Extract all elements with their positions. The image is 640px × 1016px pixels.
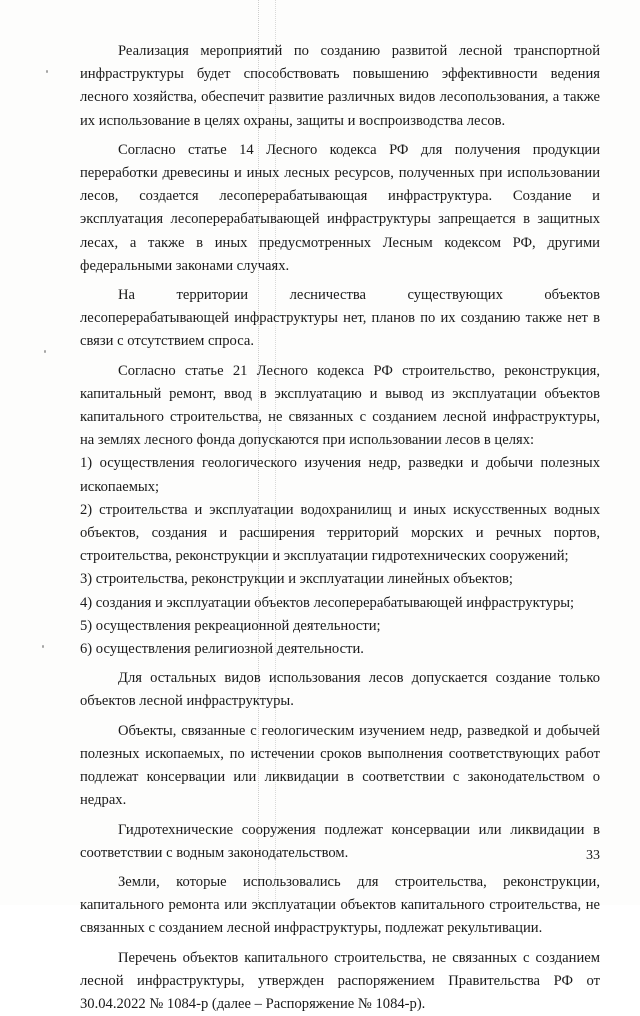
- paragraph-no-facilities: На территории лесничества существующих объектов лесоперерабатывающей инфраструктуры нет, планов по их созданию также нет в связи с отсутствием спроса.: [80, 287, 600, 350]
- list-item-2: 2) строительства и эксплуатации водохранилищ и иных искусственных водных объектов, создания и расширения территорий морских и речных портов, строительства, реконструкции и эксплуатации гидротехнических сооружений;: [80, 501, 600, 565]
- list-item-1: 1) осуществления геологического изучения недр, разведки и добычи полезных ископаемых;: [80, 455, 600, 495]
- page-number: 33: [586, 848, 600, 863]
- scan-speck: [46, 70, 48, 73]
- list-item-5: 5) осуществления рекреационной деятельности;: [80, 617, 381, 634]
- scan-speck: [44, 350, 46, 353]
- paragraph-other-uses: Для остальных видов использования лесов допускается создание только объектов лесной инфраструктуры.: [80, 670, 600, 710]
- paragraph-article-21: Согласно статье 21 Лесного кодекса РФ строительство, реконструкция, капитальный ремонт, ввод в эксплуатацию и вывод из эксплуатации объектов капитального строительства, не связанных с созданием лесной инфраструктуры, на землях лесного фонда допускаются при использовании лесов в целях:: [80, 362, 600, 449]
- paragraph-geological-objects: Объекты, связанные с геологическим изучением недр, разведкой и добычей полезных ископаемых, по истечении сроков выполнения соответствующих работ подлежат консервации или ликвидации в соответствии с законодательством о недрах.: [80, 722, 600, 809]
- list-item-6: 6) осуществления религиозной деятельности.: [80, 641, 364, 658]
- scan-speck: [42, 645, 44, 648]
- paragraph-article-14: Согласно статье 14 Лесного кодекса РФ для получения продукции переработки древесины и иных лесных ресурсов, полученных при использовании лесов, создается лесоперерабатывающая инфраструктура. Создание и эксплуатация лесоперерабатывающей инфраструктуры запрещается в защитных лесах, а также в иных предусмотренных Лесным кодексом РФ, другими федеральными законами случаях.: [80, 141, 600, 274]
- paragraph-transport-infrastructure: Реализация мероприятий по созданию развитой лесной транспортной инфраструктуры будет способствовать повышению эффективности ведения лесного хозяйства, обеспечит развитие различных видов лесопользования, а также их использование в целях охраны, защиты и воспроизводства лесов.: [80, 43, 600, 129]
- paragraph-hydro-structures: Гидротехнические сооружения подлежат консервации или ликвидации в соответствии с водным законодательством.: [80, 821, 600, 861]
- paragraph-reclamation: Земли, которые использовались для строительства, реконструкции, капитального ремонта или эксплуатации объектов капитального строительства, не связанных с созданием лесной инфраструктуры, подлежат рекультивации.: [80, 873, 600, 937]
- document-body: [80, 40, 600, 1016]
- paragraph-list-approved: Перечень объектов капитального строительства, не связанных с созданием лесной инфраструктуры, утвержден распоряжением Правительства РФ от 30.04.2022 № 1084-р (далее – Распоряжение № 1084-р).: [80, 949, 600, 1012]
- list-item-4: 4) создания и эксплуатации объектов лесоперерабатывающей инфраструктуры;: [80, 594, 575, 611]
- list-item-3: 3) строительства, реконструкции и эксплуатации линейных объектов;: [80, 571, 513, 588]
